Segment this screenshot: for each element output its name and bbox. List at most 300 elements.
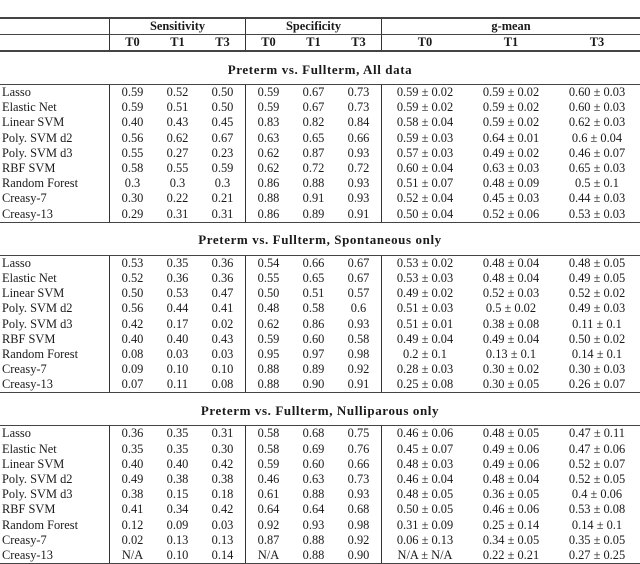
sensitivity-value: 0.08: [200, 377, 246, 393]
g-mean-value: 0.31 ± 0.09: [382, 518, 469, 533]
specificity-value: 0.88: [246, 191, 292, 206]
g-mean-value: 0.5 ± 0.1: [554, 176, 640, 191]
specificity-value: 0.72: [336, 161, 382, 176]
sensitivity-value: 0.56: [110, 131, 156, 146]
g-mean-value: 0.30 ± 0.05: [468, 377, 554, 393]
sensitivity-value: 0.38: [200, 472, 246, 487]
sensitivity-value: 0.03: [200, 347, 246, 362]
g-mean-value: 0.62 ± 0.03: [554, 115, 640, 130]
g-mean-value: 0.58 ± 0.04: [382, 115, 469, 130]
model-name: Poly. SVM d2: [0, 301, 110, 316]
specificity-value: 0.83: [246, 115, 292, 130]
specificity-value: 0.65: [291, 131, 336, 146]
model-name: Creasy-7: [0, 191, 110, 206]
sensitivity-value: 0.10: [155, 548, 200, 564]
sensitivity-value: 0.45: [200, 115, 246, 130]
sensitivity-value: 0.30: [200, 442, 246, 457]
g-mean-value: 0.50 ± 0.02: [554, 332, 640, 347]
specificity-value: 0.97: [291, 347, 336, 362]
sensitivity-value: 0.52: [155, 85, 200, 101]
specificity-value: 0.86: [246, 176, 292, 191]
table-body: [0, 51, 640, 564]
specificity-value: 0.63: [246, 131, 292, 146]
sub-header-spec-t1: T1: [291, 35, 336, 52]
specificity-value: 0.92: [336, 533, 382, 548]
table-row: [0, 207, 640, 223]
sensitivity-value: 0.62: [155, 131, 200, 146]
sensitivity-value: 0.30: [110, 191, 156, 206]
g-mean-value: 0.45 ± 0.07: [382, 442, 469, 457]
specificity-value: 0.87: [246, 533, 292, 548]
specificity-value: 0.46: [246, 472, 292, 487]
table-row: [0, 301, 640, 316]
g-mean-value: 0.52 ± 0.03: [468, 286, 554, 301]
model-name: RBF SVM: [0, 502, 110, 517]
model-name: Lasso: [0, 85, 110, 101]
g-mean-value: 0.25 ± 0.08: [382, 377, 469, 393]
model-name: Linear SVM: [0, 457, 110, 472]
sensitivity-value: 0.13: [155, 533, 200, 548]
specificity-value: 0.66: [336, 457, 382, 472]
sensitivity-value: 0.41: [200, 301, 246, 316]
sensitivity-value: 0.44: [155, 301, 200, 316]
g-mean-value: 0.46 ± 0.07: [554, 146, 640, 161]
sensitivity-value: 0.58: [110, 161, 156, 176]
specificity-value: 0.72: [291, 161, 336, 176]
section-title-row: [0, 51, 640, 85]
specificity-value: 0.59: [246, 332, 292, 347]
specificity-value: 0.91: [291, 191, 336, 206]
header-sensitivity: Sensitivity: [110, 18, 246, 35]
model-name: Poly. SVM d2: [0, 131, 110, 146]
g-mean-value: 0.49 ± 0.03: [554, 301, 640, 316]
g-mean-value: 0.60 ± 0.03: [554, 100, 640, 115]
g-mean-value: N/A ± N/A: [382, 548, 469, 564]
g-mean-value: 0.59 ± 0.02: [468, 115, 554, 130]
sensitivity-value: 0.3: [200, 176, 246, 191]
sensitivity-value: 0.55: [110, 146, 156, 161]
table-row: [0, 548, 640, 564]
g-mean-value: 0.6 ± 0.04: [554, 131, 640, 146]
specificity-value: 0.66: [336, 131, 382, 146]
table-row: [0, 176, 640, 191]
sub-header-sens-t0: T0: [110, 35, 156, 52]
sensitivity-value: 0.14: [200, 548, 246, 564]
section-title-row: [0, 222, 640, 255]
model-name: Elastic Net: [0, 100, 110, 115]
specificity-value: 0.68: [291, 426, 336, 442]
sensitivity-value: 0.41: [110, 502, 156, 517]
specificity-value: 0.84: [336, 115, 382, 130]
section-title: Preterm vs. Fullterm, Nulliparous only: [0, 393, 640, 426]
specificity-value: 0.58: [291, 301, 336, 316]
g-mean-value: 0.60 ± 0.04: [382, 161, 469, 176]
specificity-value: 0.92: [336, 362, 382, 377]
specificity-value: 0.6: [336, 301, 382, 316]
model-name: Poly. SVM d2: [0, 472, 110, 487]
specificity-value: 0.88: [246, 377, 292, 393]
g-mean-value: 0.51 ± 0.01: [382, 316, 469, 331]
specificity-value: 0.87: [291, 146, 336, 161]
table-row: [0, 146, 640, 161]
specificity-value: 0.59: [246, 85, 292, 101]
sensitivity-value: 0.23: [200, 146, 246, 161]
g-mean-value: 0.48 ± 0.05: [382, 487, 469, 502]
specificity-value: 0.88: [291, 176, 336, 191]
specificity-value: 0.90: [291, 377, 336, 393]
sensitivity-value: 0.59: [110, 100, 156, 115]
model-name: Creasy-13: [0, 207, 110, 223]
model-name: Random Forest: [0, 347, 110, 362]
specificity-value: 0.91: [336, 377, 382, 393]
section-title: Preterm vs. Fullterm, Spontaneous only: [0, 222, 640, 255]
sensitivity-value: 0.21: [200, 191, 246, 206]
sensitivity-value: 0.47: [200, 286, 246, 301]
sub-header-sens-t3: T3: [200, 35, 246, 52]
g-mean-value: 0.26 ± 0.07: [554, 377, 640, 393]
g-mean-value: 0.51 ± 0.03: [382, 301, 469, 316]
sensitivity-value: 0.03: [200, 518, 246, 533]
specificity-value: 0.82: [291, 115, 336, 130]
g-mean-value: 0.49 ± 0.05: [554, 271, 640, 286]
g-mean-value: 0.14 ± 0.1: [554, 347, 640, 362]
specificity-value: 0.66: [291, 255, 336, 271]
g-mean-value: 0.35 ± 0.05: [554, 533, 640, 548]
sensitivity-value: 0.35: [155, 442, 200, 457]
specificity-value: 0.73: [336, 472, 382, 487]
g-mean-value: 0.59 ± 0.03: [382, 131, 469, 146]
table-row: [0, 316, 640, 331]
g-mean-value: 0.48 ± 0.09: [468, 176, 554, 191]
specificity-value: 0.93: [336, 146, 382, 161]
g-mean-value: 0.27 ± 0.25: [554, 548, 640, 564]
g-mean-value: 0.52 ± 0.07: [554, 457, 640, 472]
specificity-value: 0.51: [291, 286, 336, 301]
g-mean-value: 0.59 ± 0.02: [382, 85, 469, 101]
specificity-value: 0.86: [291, 316, 336, 331]
model-name: Poly. SVM d3: [0, 146, 110, 161]
g-mean-value: 0.50 ± 0.04: [382, 207, 469, 223]
sub-header-gmean-t3: T3: [554, 35, 640, 52]
sub-header-spec-t3: T3: [336, 35, 382, 52]
g-mean-value: 0.28 ± 0.03: [382, 362, 469, 377]
specificity-value: 0.93: [336, 191, 382, 206]
g-mean-value: 0.30 ± 0.02: [468, 362, 554, 377]
table-row: [0, 255, 640, 271]
g-mean-value: 0.22 ± 0.21: [468, 548, 554, 564]
g-mean-value: 0.48 ± 0.03: [382, 457, 469, 472]
specificity-value: 0.88: [291, 548, 336, 564]
sub-header-spec-t0: T0: [246, 35, 292, 52]
table-row: [0, 457, 640, 472]
specificity-value: 0.57: [336, 286, 382, 301]
specificity-value: 0.88: [291, 533, 336, 548]
g-mean-value: 0.11 ± 0.1: [554, 316, 640, 331]
table-row: [0, 347, 640, 362]
g-mean-value: 0.53 ± 0.03: [554, 207, 640, 223]
specificity-value: 0.64: [291, 502, 336, 517]
sensitivity-value: 0.31: [200, 207, 246, 223]
model-name: Poly. SVM d3: [0, 487, 110, 502]
results-table: [0, 17, 640, 564]
g-mean-value: 0.46 ± 0.06: [382, 426, 469, 442]
table-row: [0, 191, 640, 206]
sensitivity-value: 0.3: [155, 176, 200, 191]
sub-header-row: [0, 35, 640, 52]
g-mean-value: 0.49 ± 0.02: [468, 146, 554, 161]
specificity-value: 0.48: [246, 301, 292, 316]
g-mean-value: 0.44 ± 0.03: [554, 191, 640, 206]
sensitivity-value: 0.35: [155, 426, 200, 442]
specificity-value: 0.88: [246, 362, 292, 377]
sensitivity-value: 0.17: [155, 316, 200, 331]
model-name: RBF SVM: [0, 332, 110, 347]
table-row: [0, 442, 640, 457]
sensitivity-value: 0.10: [155, 362, 200, 377]
g-mean-value: 0.57 ± 0.03: [382, 146, 469, 161]
g-mean-value: 0.52 ± 0.05: [554, 472, 640, 487]
sensitivity-value: 0.43: [155, 115, 200, 130]
table-row: [0, 533, 640, 548]
g-mean-value: 0.46 ± 0.04: [382, 472, 469, 487]
section-title-row: [0, 393, 640, 426]
specificity-value: 0.62: [246, 146, 292, 161]
g-mean-value: 0.50 ± 0.05: [382, 502, 469, 517]
sensitivity-value: 0.55: [155, 161, 200, 176]
specificity-value: 0.90: [336, 548, 382, 564]
g-mean-value: 0.47 ± 0.06: [554, 442, 640, 457]
specificity-value: 0.89: [291, 207, 336, 223]
sensitivity-value: 0.35: [155, 255, 200, 271]
specificity-value: 0.76: [336, 442, 382, 457]
g-mean-value: 0.53 ± 0.02: [382, 255, 469, 271]
sensitivity-value: 0.07: [110, 377, 156, 393]
table-row: [0, 271, 640, 286]
specificity-value: 0.54: [246, 255, 292, 271]
sensitivity-value: 0.02: [110, 533, 156, 548]
specificity-value: N/A: [246, 548, 292, 564]
g-mean-value: 0.45 ± 0.03: [468, 191, 554, 206]
specificity-value: 0.61: [246, 487, 292, 502]
g-mean-value: 0.30 ± 0.03: [554, 362, 640, 377]
g-mean-value: 0.4 ± 0.06: [554, 487, 640, 502]
sensitivity-value: 0.43: [200, 332, 246, 347]
sensitivity-value: 0.31: [155, 207, 200, 223]
sensitivity-value: 0.12: [110, 518, 156, 533]
g-mean-value: 0.49 ± 0.04: [382, 332, 469, 347]
specificity-value: 0.73: [336, 85, 382, 101]
g-mean-value: 0.48 ± 0.05: [468, 426, 554, 442]
sensitivity-value: 0.36: [200, 271, 246, 286]
sensitivity-value: 0.13: [200, 533, 246, 548]
sub-header-gmean-t0: T0: [382, 35, 469, 52]
specificity-value: 0.58: [246, 442, 292, 457]
empty-header-cell: [0, 18, 110, 35]
g-mean-value: 0.46 ± 0.06: [468, 502, 554, 517]
specificity-value: 0.50: [246, 286, 292, 301]
g-mean-value: 0.38 ± 0.08: [468, 316, 554, 331]
sensitivity-value: 0.67: [200, 131, 246, 146]
specificity-value: 0.67: [291, 85, 336, 101]
sub-header-sens-t1: T1: [155, 35, 200, 52]
specificity-value: 0.86: [246, 207, 292, 223]
sensitivity-value: 0.35: [110, 442, 156, 457]
sensitivity-value: 0.49: [110, 472, 156, 487]
table-row: [0, 377, 640, 393]
g-mean-value: 0.53 ± 0.08: [554, 502, 640, 517]
sensitivity-value: 0.59: [110, 85, 156, 101]
g-mean-value: 0.36 ± 0.05: [468, 487, 554, 502]
group-header-row: [0, 18, 640, 35]
specificity-value: 0.59: [246, 100, 292, 115]
g-mean-value: 0.25 ± 0.14: [468, 518, 554, 533]
sensitivity-value: 0.50: [110, 286, 156, 301]
table-row: [0, 286, 640, 301]
g-mean-value: 0.59 ± 0.02: [468, 100, 554, 115]
g-mean-value: 0.5 ± 0.02: [468, 301, 554, 316]
g-mean-value: 0.51 ± 0.07: [382, 176, 469, 191]
sub-header-gmean-t1: T1: [468, 35, 554, 52]
specificity-value: 0.60: [291, 457, 336, 472]
g-mean-value: 0.48 ± 0.05: [554, 255, 640, 271]
g-mean-value: 0.49 ± 0.06: [468, 442, 554, 457]
sensitivity-value: 0.53: [110, 255, 156, 271]
specificity-value: 0.58: [336, 332, 382, 347]
model-name: Random Forest: [0, 176, 110, 191]
sensitivity-value: 0.08: [110, 347, 156, 362]
model-name: Elastic Net: [0, 271, 110, 286]
g-mean-value: 0.49 ± 0.06: [468, 457, 554, 472]
header-g-mean: g-mean: [382, 18, 640, 35]
specificity-value: 0.93: [291, 518, 336, 533]
sensitivity-value: 0.38: [155, 472, 200, 487]
specificity-value: 0.60: [291, 332, 336, 347]
sensitivity-value: 0.27: [155, 146, 200, 161]
sensitivity-value: 0.15: [155, 487, 200, 502]
sensitivity-value: 0.11: [155, 377, 200, 393]
g-mean-value: 0.14 ± 0.1: [554, 518, 640, 533]
g-mean-value: 0.49 ± 0.04: [468, 332, 554, 347]
specificity-value: 0.98: [336, 518, 382, 533]
g-mean-value: 0.63 ± 0.03: [468, 161, 554, 176]
g-mean-value: 0.60 ± 0.03: [554, 85, 640, 101]
specificity-value: 0.73: [336, 100, 382, 115]
sensitivity-value: 0.53: [155, 286, 200, 301]
model-name: Lasso: [0, 255, 110, 271]
sensitivity-value: 0.36: [200, 255, 246, 271]
sensitivity-value: 0.22: [155, 191, 200, 206]
sensitivity-value: 0.40: [155, 332, 200, 347]
table-row: [0, 115, 640, 130]
table-row: [0, 362, 640, 377]
sensitivity-value: 0.56: [110, 301, 156, 316]
specificity-value: 0.64: [246, 502, 292, 517]
sensitivity-value: 0.36: [110, 426, 156, 442]
specificity-value: 0.93: [336, 487, 382, 502]
sensitivity-value: 0.36: [155, 271, 200, 286]
g-mean-value: 0.49 ± 0.02: [382, 286, 469, 301]
g-mean-value: 0.13 ± 0.1: [468, 347, 554, 362]
g-mean-value: 0.2 ± 0.1: [382, 347, 469, 362]
g-mean-value: 0.06 ± 0.13: [382, 533, 469, 548]
g-mean-value: 0.48 ± 0.04: [468, 472, 554, 487]
model-name: Random Forest: [0, 518, 110, 533]
g-mean-value: 0.52 ± 0.04: [382, 191, 469, 206]
sensitivity-value: 0.42: [110, 316, 156, 331]
specificity-value: 0.93: [336, 316, 382, 331]
table-row: [0, 85, 640, 101]
specificity-value: 0.68: [336, 502, 382, 517]
empty-header-cell: [0, 35, 110, 52]
specificity-value: 0.91: [336, 207, 382, 223]
table-row: [0, 518, 640, 533]
table-row: [0, 161, 640, 176]
model-name: RBF SVM: [0, 161, 110, 176]
sensitivity-value: 0.18: [200, 487, 246, 502]
specificity-value: 0.62: [246, 316, 292, 331]
model-name: Creasy-13: [0, 548, 110, 564]
table-row: [0, 131, 640, 146]
g-mean-value: 0.48 ± 0.04: [468, 271, 554, 286]
g-mean-value: 0.59 ± 0.02: [468, 85, 554, 101]
table-row: [0, 332, 640, 347]
sensitivity-value: 0.02: [200, 316, 246, 331]
specificity-value: 0.95: [246, 347, 292, 362]
sensitivity-value: 0.40: [110, 457, 156, 472]
sensitivity-value: 0.40: [155, 457, 200, 472]
specificity-value: 0.69: [291, 442, 336, 457]
specificity-value: 0.98: [336, 347, 382, 362]
specificity-value: 0.92: [246, 518, 292, 533]
table-row: [0, 426, 640, 442]
sensitivity-value: 0.03: [155, 347, 200, 362]
specificity-value: 0.75: [336, 426, 382, 442]
g-mean-value: 0.65 ± 0.03: [554, 161, 640, 176]
sensitivity-value: 0.50: [200, 85, 246, 101]
model-name: Creasy-13: [0, 377, 110, 393]
sensitivity-value: 0.52: [110, 271, 156, 286]
sensitivity-value: 0.40: [110, 115, 156, 130]
g-mean-value: 0.59 ± 0.02: [382, 100, 469, 115]
sensitivity-value: 0.10: [200, 362, 246, 377]
model-name: Lasso: [0, 426, 110, 442]
g-mean-value: 0.52 ± 0.02: [554, 286, 640, 301]
sensitivity-value: 0.38: [110, 487, 156, 502]
specificity-value: 0.58: [246, 426, 292, 442]
specificity-value: 0.65: [291, 271, 336, 286]
specificity-value: 0.55: [246, 271, 292, 286]
header-specificity: Specificity: [246, 18, 382, 35]
g-mean-value: 0.53 ± 0.03: [382, 271, 469, 286]
sensitivity-value: 0.42: [200, 502, 246, 517]
g-mean-value: 0.47 ± 0.11: [554, 426, 640, 442]
specificity-value: 0.67: [336, 255, 382, 271]
specificity-value: 0.59: [246, 457, 292, 472]
specificity-value: 0.93: [336, 176, 382, 191]
specificity-value: 0.67: [336, 271, 382, 286]
g-mean-value: 0.52 ± 0.06: [468, 207, 554, 223]
specificity-value: 0.89: [291, 362, 336, 377]
table-row: [0, 100, 640, 115]
sensitivity-value: 0.59: [200, 161, 246, 176]
g-mean-value: 0.64 ± 0.01: [468, 131, 554, 146]
g-mean-value: 0.34 ± 0.05: [468, 533, 554, 548]
model-name: Creasy-7: [0, 362, 110, 377]
sensitivity-value: 0.40: [110, 332, 156, 347]
sensitivity-value: 0.29: [110, 207, 156, 223]
specificity-value: 0.62: [246, 161, 292, 176]
model-name: Elastic Net: [0, 442, 110, 457]
